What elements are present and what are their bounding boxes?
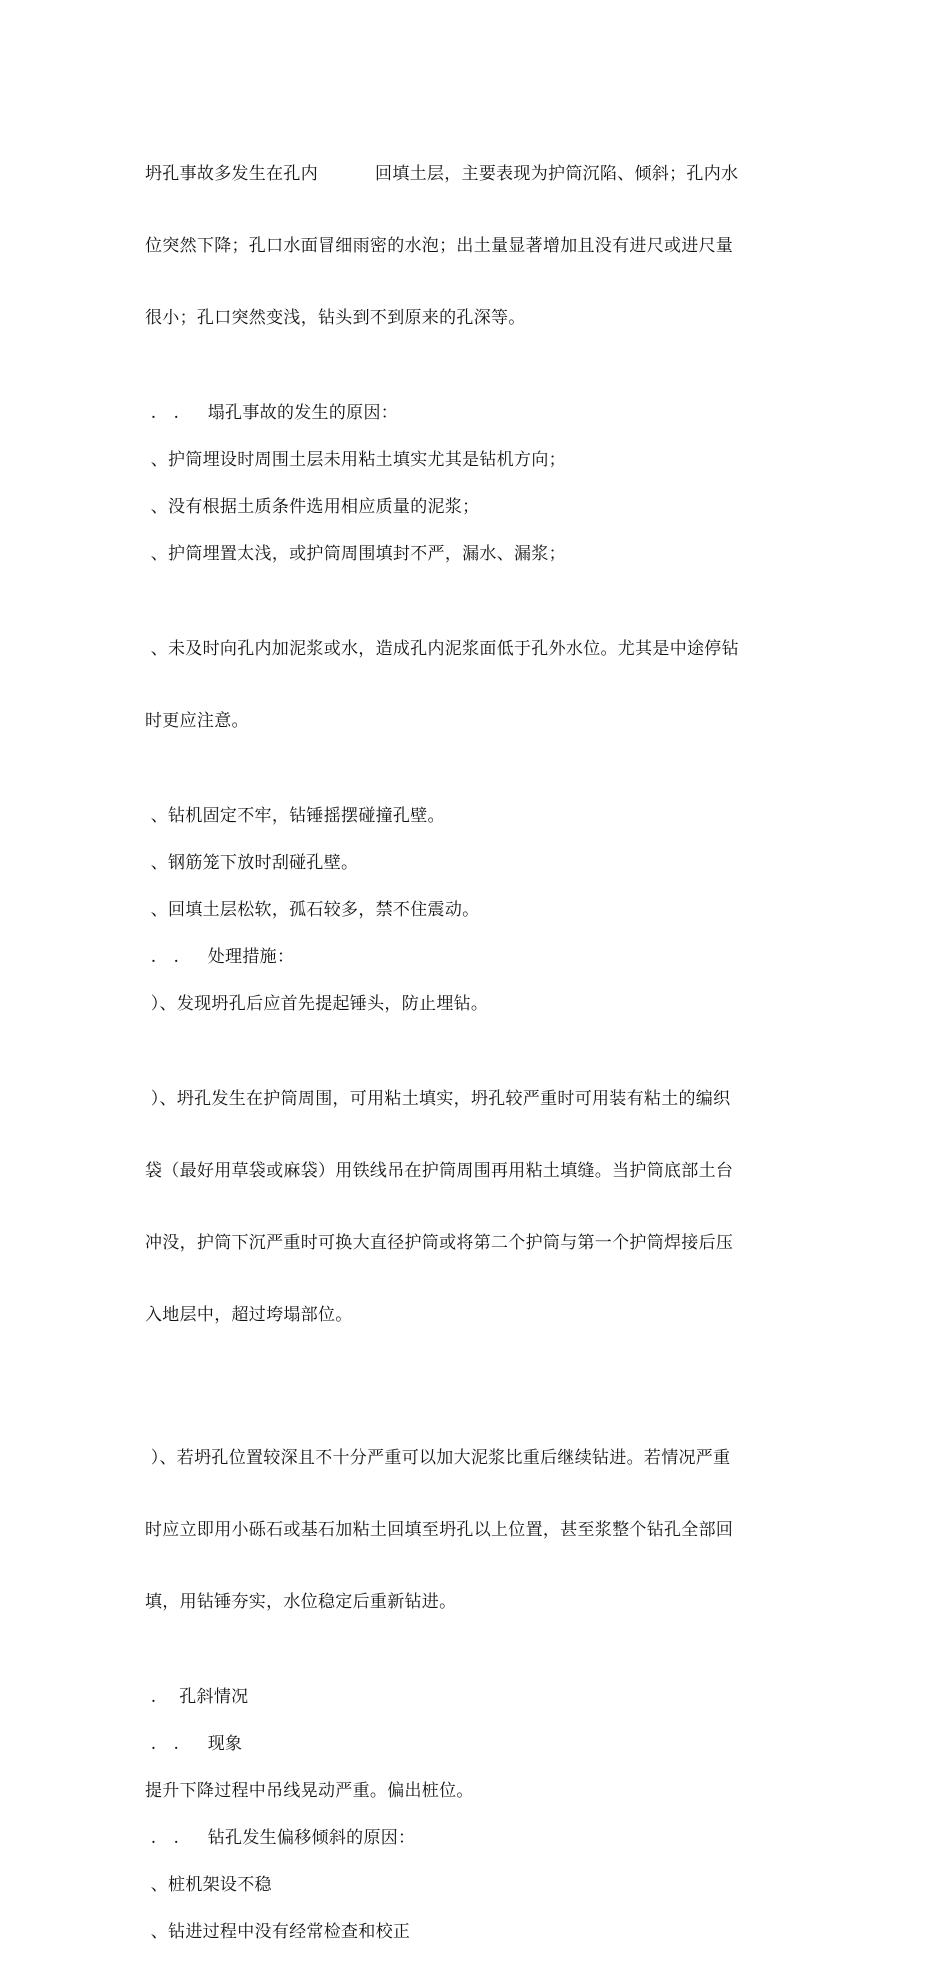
document-page xyxy=(145,114,810,1967)
text-line: 填，用钻锤夯实，水位稳定后重新钻进。 xyxy=(145,1592,457,1612)
treatment-item-2 xyxy=(145,1039,810,1375)
text-line: 袋（最好用草袋或麻袋）用铁线吊在护筒周围再用粘土填缝。当护筒底部土台 xyxy=(145,1161,734,1181)
text-line: 时应立即用小砾石或基石加粘土回填至坍孔以上位置，甚至浆整个钻孔全部回 xyxy=(145,1520,734,1540)
heading-treatment: . . 处理措施： xyxy=(145,947,295,967)
cause-item-3: 、护筒埋置太浅，或护筒周围填封不严，漏水、漏浆； xyxy=(145,544,566,564)
heading-phenomenon: . . 现象 xyxy=(145,1734,243,1754)
cause-item-2: 、没有根据土质条件选用相应质量的泥浆； xyxy=(145,497,480,517)
text-line: 冲没，护筒下沉严重时可换大直径护筒或将第二个护筒与第一个护筒焊接后压 xyxy=(145,1233,734,1253)
heading-deviation-causes: . . 钻孔发生偏移倾斜的原因： xyxy=(145,1828,416,1848)
treatment-item-1: ）、发现坍孔后应首先提起锤头，防止埋钻。 xyxy=(145,994,489,1014)
text-line: ）、坍孔发生在护筒周围，可用粘土填实，坍孔较严重时可用装有粘土的编织 xyxy=(145,1089,731,1109)
text-line: ）、若坍孔位置较深且不十分严重可以加大泥浆比重后继续钻进。若情况严重 xyxy=(145,1448,731,1468)
treatment-item-3 xyxy=(145,1398,810,1662)
text-line: 位突然下降；孔口水面冒细雨密的水泡；出土量显著增加且没有进尺或进尺量 xyxy=(145,236,734,256)
cause-item-4 xyxy=(145,589,810,781)
heading-hole-inclination: . 孔斜情况 xyxy=(145,1687,249,1707)
deviation-cause-item-1: 、桩机架设不稳 xyxy=(145,1875,272,1895)
cause-item-6: 、钢筋笼下放时刮碰孔壁。 xyxy=(145,853,359,873)
text-line: 很小；孔口突然变浅，钻头到不到原来的孔深等。 xyxy=(145,308,526,328)
paragraph-phenomenon: 提升下降过程中吊线晃动严重。偏出桩位。 xyxy=(145,1781,474,1801)
cause-item-7: 、回填土层松软，孤石较多，禁不住震动。 xyxy=(145,900,480,920)
heading-collapse-causes: . . 塌孔事故的发生的原因： xyxy=(145,403,399,423)
text-line: 、未及时向孔内加泥浆或水，造成孔内泥浆面低于孔外水位。尤其是中途停钻 xyxy=(145,639,739,659)
text-line: 入地层中，超过垮塌部位。 xyxy=(145,1305,353,1325)
cause-item-1: 、护筒埋设时周围土层未用粘土填实尤其是钻机方向； xyxy=(145,450,566,470)
deviation-cause-item-2: 、钻进过程中没有经常检查和校正 xyxy=(145,1922,411,1942)
paragraph-collapse-phenomenon xyxy=(145,114,810,378)
cause-item-5: 、钻机固定不牢，钻锤摇摆碰撞孔壁。 xyxy=(145,806,445,826)
text-line: 时更应注意。 xyxy=(145,711,249,731)
text-line: 坍孔事故多发生在孔内 回填土层，主要表现为护筒沉陷、倾斜；孔内水 xyxy=(145,164,739,184)
